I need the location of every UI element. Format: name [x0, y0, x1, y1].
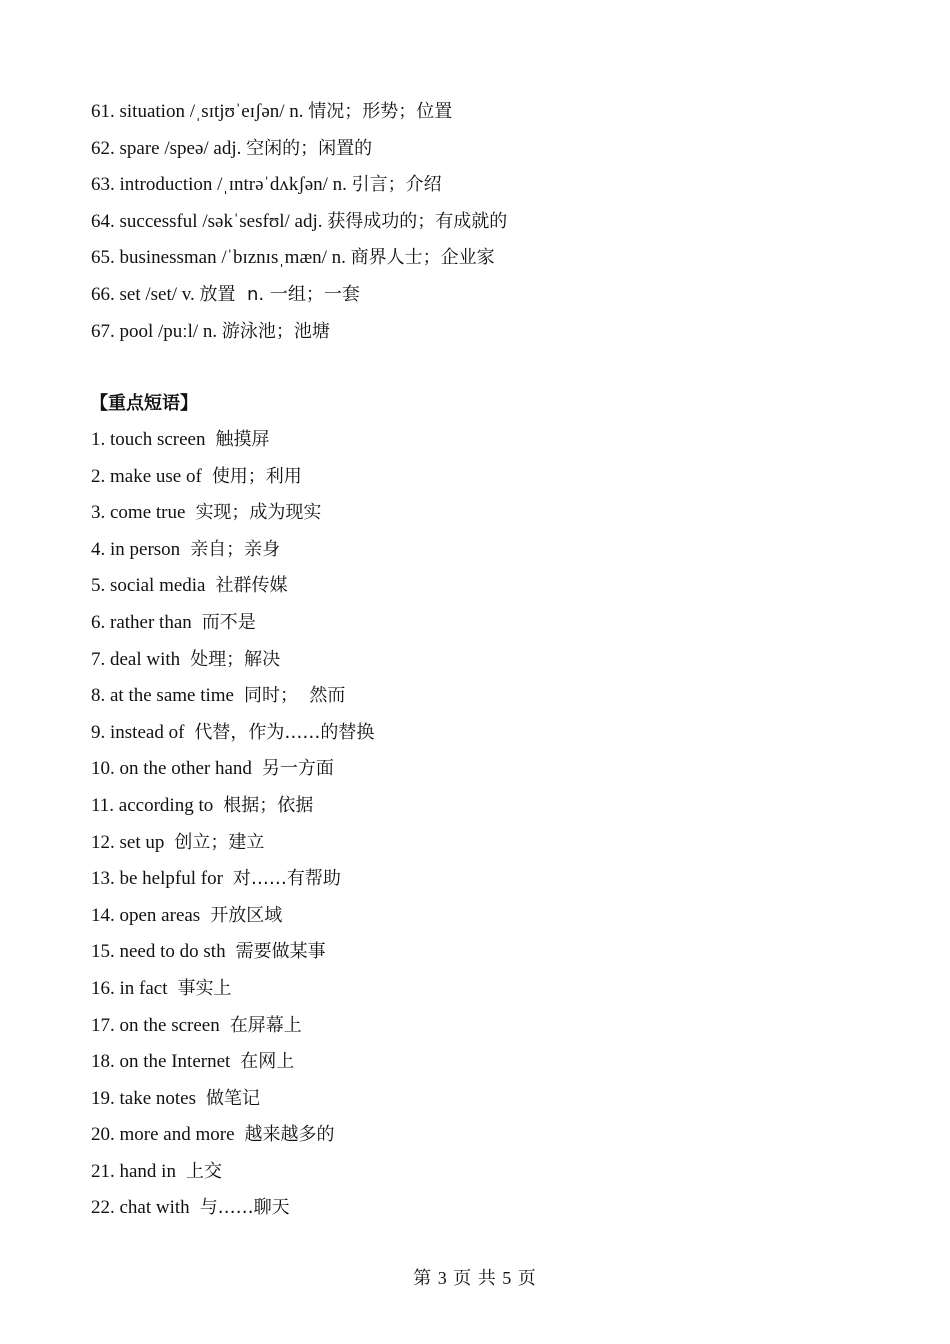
phrase-english: 15. need to do sth: [91, 941, 226, 963]
phrase-item: [91, 719, 374, 756]
vocabulary-chinese: 游泳池；池塘: [221, 320, 330, 342]
phrase-list: [91, 426, 374, 1231]
phrase-chinese: 与……聊天: [199, 1197, 290, 1219]
phrase-chinese: 实现；成为现实: [195, 502, 322, 524]
phrase-english: 21. hand in: [91, 1160, 176, 1182]
vocabulary-english: 67. pool /puːl/ n.: [91, 320, 218, 342]
vocabulary-item: [91, 208, 507, 245]
phrase-chinese: 处理；解决: [190, 648, 281, 670]
phrase-english: 18. on the Internet: [91, 1051, 231, 1073]
vocabulary-item: [91, 98, 507, 135]
phrase-chinese: 在网上: [240, 1051, 295, 1073]
phrase-item: [91, 1121, 374, 1158]
phrase-item: [91, 1194, 374, 1231]
phrase-item: [91, 829, 374, 866]
phrase-item: [91, 975, 374, 1012]
phrase-english: 2. make use of: [91, 465, 202, 487]
phrase-english: 17. on the screen: [91, 1014, 220, 1036]
phrase-chinese: 上交: [185, 1160, 222, 1182]
phrase-item: [91, 1158, 374, 1195]
phrase-item: [91, 536, 374, 573]
vocabulary-chinese: 放置 n. 一组；一套: [199, 283, 360, 305]
phrase-chinese: 根据；依据: [223, 794, 314, 816]
vocabulary-list: [91, 98, 507, 354]
phrase-item: [91, 572, 374, 609]
phrase-english: 14. open areas: [91, 904, 201, 926]
phrase-item: [91, 682, 374, 719]
phrase-chinese: 社群传媒: [215, 575, 288, 597]
phrase-item: [91, 646, 374, 683]
phrase-english: 20. more and more: [91, 1124, 235, 1146]
vocabulary-english: 62. spare /speə/ adj.: [91, 137, 242, 159]
phrase-chinese: 使用；利用: [211, 465, 302, 487]
phrase-chinese: 开放区域: [210, 904, 283, 926]
vocabulary-chinese: 空闲的；闲置的: [246, 137, 373, 159]
vocabulary-english: 61. situation /ˌsɪtjʊˈeɪʃən/ n.: [91, 101, 304, 122]
phrase-chinese: 需要做某事: [235, 941, 326, 963]
vocabulary-chinese: 引言；介绍: [351, 174, 442, 196]
phrase-item: [91, 902, 374, 939]
phrase-english: 1. touch screen: [91, 429, 206, 450]
phrase-chinese: 亲自；亲身: [190, 538, 281, 560]
vocabulary-chinese: 获得成功的；有成就的: [327, 210, 508, 232]
phrase-chinese: 同时； 然而: [243, 685, 346, 707]
vocabulary-english: 64. successful /səkˈsesfʊl/ adj.: [91, 210, 323, 232]
vocabulary-item: [91, 281, 507, 318]
phrase-english: 6. rather than: [91, 611, 192, 633]
phrase-chinese: 代替，作为……的替换: [194, 721, 375, 743]
phrase-chinese: 事实上: [177, 977, 232, 999]
phrase-item: [91, 865, 374, 902]
phrase-item: [91, 755, 374, 792]
phrase-english: 3. come true: [91, 502, 186, 524]
phrase-english: 19. take notes: [91, 1087, 197, 1109]
vocabulary-chinese: 商界人士；企业家: [350, 247, 495, 269]
phrase-chinese: 对……有帮助: [232, 868, 341, 890]
phrase-chinese: 做笔记: [206, 1087, 261, 1109]
vocabulary-item: [91, 244, 507, 281]
phrase-item: [91, 792, 374, 829]
phrase-chinese: 越来越多的: [244, 1124, 335, 1146]
phrase-english: 7. deal with: [91, 648, 181, 670]
phrase-chinese: 创立；建立: [174, 831, 265, 853]
phrase-english: 11. according to: [91, 794, 214, 816]
phrase-item: [91, 499, 374, 536]
phrase-chinese: 在屏幕上: [229, 1014, 302, 1036]
phrase-english: 13. be helpful for: [91, 868, 223, 890]
phrase-chinese: 另一方面: [261, 758, 334, 780]
key-phrases-heading: 【重点短语】: [90, 393, 198, 414]
phrase-english: 8. at the same time: [91, 685, 234, 707]
phrase-item: [91, 1048, 374, 1085]
vocabulary-chinese: 情况；形势；位置: [308, 101, 453, 122]
phrase-english: 12. set up: [91, 831, 165, 853]
phrase-item: [91, 938, 374, 975]
phrase-english: 9. instead of: [91, 721, 185, 743]
phrase-english: 22. chat with: [91, 1197, 190, 1219]
phrase-item: [91, 1012, 374, 1049]
phrase-english: 10. on the other hand: [91, 758, 252, 780]
vocabulary-item: [91, 171, 507, 208]
vocabulary-english: 63. introduction /ˌɪntrəˈdʌkʃən/ n.: [91, 174, 347, 196]
page-number-footer: 第 3 页 共 5 页: [413, 1268, 537, 1288]
vocabulary-english: 66. set /set/ v.: [91, 283, 195, 305]
vocabulary-item: [91, 318, 507, 355]
phrase-english: 16. in fact: [91, 977, 168, 999]
phrase-item: [91, 426, 374, 463]
phrase-chinese: 触摸屏: [215, 429, 270, 450]
vocabulary-english: 65. businessman /ˈbɪznɪsˌmæn/ n.: [91, 247, 346, 269]
phrase-item: [91, 1085, 374, 1122]
phrase-english: 5. social media: [91, 575, 206, 597]
phrase-item: [91, 463, 374, 500]
phrase-item: [91, 609, 374, 646]
phrase-chinese: 而不是: [201, 611, 256, 633]
phrase-english: 4. in person: [91, 538, 181, 560]
vocabulary-item: [91, 135, 507, 172]
